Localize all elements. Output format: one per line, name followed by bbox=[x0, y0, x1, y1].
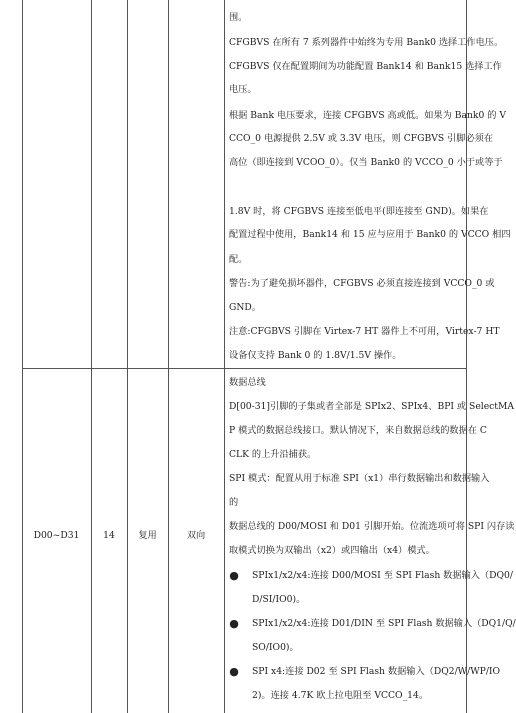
description-line: 电压。 bbox=[229, 84, 257, 95]
description-line: 根据 Bank 电压要求，连接 CFGBVS 高或低。如果为 Bank0 的 V bbox=[229, 110, 506, 121]
column-divider bbox=[91, 0, 92, 713]
pin-direction-cell: 双向 bbox=[186, 530, 206, 541]
table-border-left bbox=[22, 0, 23, 713]
description-line: 数据总线的 D00/MOSI 和 D01 引脚开始。位流选项可将 SPI 闪存读 bbox=[229, 521, 515, 532]
description-line: 取模式切换为双输出（x2）或四输出（x4）模式。 bbox=[229, 545, 435, 556]
description-line: 设备仅支持 Bank 0 的 1.8V/1.5V 操作。 bbox=[229, 350, 402, 361]
description-line: CFGBVS 在所有 7 系列器件中始终为专用 Bank0 选择工作电压。 bbox=[229, 37, 504, 48]
description-line: P 模式的数据总线接口。默认情况下，来自数据总线的数据在 C bbox=[229, 425, 487, 436]
column-divider bbox=[168, 0, 169, 713]
description-line: 的 bbox=[229, 497, 239, 508]
row-divider bbox=[22, 368, 467, 369]
description-line: 警告:为了避免损坏器件，CFGBVS 必须直接连接到 VCCO_0 或 bbox=[229, 278, 495, 289]
bullet-item-text: 2)。连接 4.7K 欧上拉电阻至 VCCO_14。 bbox=[252, 690, 429, 701]
pin-name-cell: D00~D31 bbox=[33, 530, 80, 541]
bullet-icon: ● bbox=[229, 569, 239, 582]
column-divider bbox=[224, 0, 225, 713]
description-line: 注意:CFGBVS 引脚在 Virtex-7 HT 器件上不可用，Virtex-7 HT bbox=[229, 326, 500, 337]
description-line: 配置过程中使用，Bank14 和 15 应与应用于 Bank0 的 VCCO 相四 bbox=[229, 229, 511, 240]
table-border-right bbox=[466, 0, 467, 713]
description-line: CCO_0 电源提供 2.5V 或 3.3V 电压，则 CFGBVS 引脚必须在 bbox=[229, 133, 494, 144]
description-line: SPI 模式：配置从用于标准 SPI（x1）串行数据输出和数据输入 bbox=[229, 473, 490, 484]
bullet-icon: ● bbox=[229, 617, 239, 630]
description-line: 配。 bbox=[229, 254, 248, 265]
pin-type-cell: 复用 bbox=[138, 530, 157, 541]
description-line: CFGBVS 仅在配置期间为功能配置 Bank14 和 Bank15 选择工作 bbox=[229, 61, 502, 72]
description-line: CLK 的上升沿捕获。 bbox=[229, 449, 317, 460]
bullet-icon: ● bbox=[229, 665, 239, 678]
description-line: 1.8V 时，将 CFGBVS 连接至低电平(即连接至 GND)。如果在 bbox=[229, 206, 489, 217]
description-line: 高位（即连接到 VCOO_0）。仅当 Bank0 的 VCCO_0 小于或等于 bbox=[229, 157, 503, 168]
pin-count-cell: 14 bbox=[103, 530, 115, 541]
description-line: GND。 bbox=[229, 302, 261, 313]
column-divider bbox=[127, 0, 128, 713]
description-line: 围。 bbox=[229, 12, 248, 23]
bullet-item-text: SO/IO0)。 bbox=[252, 642, 299, 653]
bullet-item-text: SPIx1/x2/x4:连接 D01/DIN 至 SPI Flash 数据输入（DQ1/Q/ bbox=[252, 618, 516, 629]
bullet-item-text: SPI x4:连接 D02 至 SPI Flash 数据输入（DQ2/W/WP/IO bbox=[252, 666, 501, 677]
bullet-item-text: D/SI/IO0)。 bbox=[252, 594, 306, 605]
description-line: D[00-31]引脚的子集或者全部是 SPIx2、SPIx4、BPI 或 SelectMA bbox=[229, 401, 515, 412]
description-heading: 数据总线 bbox=[229, 377, 266, 388]
bullet-item-text: SPIx1/x2/x4:连接 D00/MOSI 至 SPI Flash 数据输入（DQ0/ bbox=[252, 570, 513, 581]
